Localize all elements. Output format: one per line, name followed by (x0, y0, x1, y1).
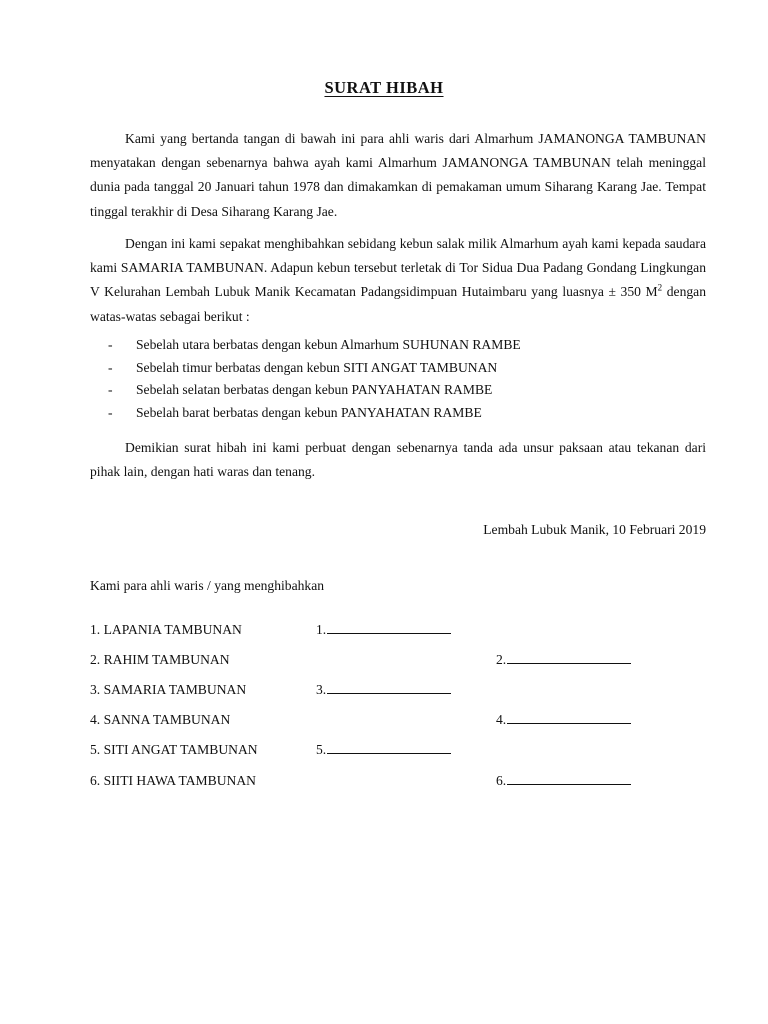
signer-row (90, 770, 650, 792)
boundary-list (108, 334, 521, 424)
signature-line (507, 710, 631, 724)
signature-number: 5. (316, 742, 327, 757)
signer-name: 3. SAMARIA TAMBUNAN (90, 682, 247, 697)
signer-row (90, 739, 650, 761)
boundary-text: Sebelah selatan berbatas dengan kebun PANYAHATAN RAMBE (136, 382, 493, 398)
list-item (108, 334, 521, 357)
signature-line (327, 680, 451, 694)
signer-name: 2. RAHIM TAMBUNAN (90, 652, 230, 667)
list-marker: - (108, 404, 113, 420)
signer-row (90, 649, 650, 671)
signer-row (90, 679, 650, 701)
boundary-text: Sebelah utara berbatas dengan kebun Almarhum SUHUNAN RAMBE (136, 337, 521, 352)
list-marker: - (108, 337, 113, 352)
list-item (108, 402, 521, 425)
signature-field[interactable] (316, 739, 451, 761)
signature-field[interactable] (316, 679, 451, 701)
list-marker: - (108, 359, 113, 375)
grant-text-before: Dengan ini kami sepakat menghibahkan sebidang kebun salak milik Almarhum ayah kami kepada saudara kami SAMARIA TAMBUNAN. Adapun kebun tersebut terletak di Tor Sidua Dua Padang Gondang Lingkungan V Kelurahan Lembah Lubuk Manik Kecamatan Padangsidimpuan Hutaimbaru yang luasnya ± 350 M (90, 236, 706, 300)
signature-line (327, 740, 451, 754)
signature-number: 3. (316, 682, 327, 697)
signature-field[interactable] (496, 709, 631, 731)
signer-row (90, 619, 650, 641)
paragraph-grant-description (90, 232, 706, 329)
boundary-text: Sebelah barat berbatas dengan kebun PANYAHATAN RAMBE (136, 404, 482, 420)
area-superscript: 2 (657, 282, 663, 293)
signature-number: 6. (496, 773, 507, 788)
signature-line (327, 620, 451, 634)
boundary-text: Sebelah timur berbatas dengan kebun SITI ANGAT TAMBUNAN (136, 359, 498, 375)
list-item (108, 379, 521, 402)
signer-name: 6. SIITI HAWA TAMBUNAN (90, 773, 256, 788)
signature-field[interactable] (496, 649, 631, 671)
signer-name: 5. SITI ANGAT TAMBUNAN (90, 742, 258, 757)
signature-number: 4. (496, 712, 507, 727)
paragraph-closing: Demikian surat hibah ini kami perbuat dengan sebenarnya tanda ada unsur paksaan atau tekanan dari pihak lain, dengan hati waras dan tenang. (90, 440, 706, 480)
signer-row (90, 709, 650, 731)
paragraph-heirs-statement: Kami yang bertanda tangan di bawah ini para ahli waris dari Almarhum JAMANONGA TAMBUNAN menyatakan dengan sebenarnya bahwa ayah kami Almarhum JAMANONGA TAMBUNAN telah meninggal dunia pada tanggal 20 Januari tahun 1978 dan dimakamkan di pemakaman umum Siharang Karang Jae. Tempat tinggal terakhir di Desa Siharang Karang Jae. (90, 131, 706, 219)
signature-number: 1. (316, 622, 327, 637)
signature-field[interactable] (316, 619, 451, 641)
list-marker: - (108, 382, 113, 398)
signature-number: 2. (496, 652, 507, 667)
signer-name: 4. SANNA TAMBUNAN (90, 712, 231, 727)
signers-intro: Kami para ahli waris / yang menghibahkan (90, 578, 325, 593)
signature-line (507, 650, 631, 664)
list-item (108, 357, 521, 380)
signature-field[interactable] (496, 770, 631, 792)
document-title: SURAT HIBAH (324, 78, 444, 97)
grant-text-after: dengan watas-watas sebagai berikut : (90, 284, 707, 324)
place-and-date: Lembah Lubuk Manik, 10 Februari 2019 (483, 522, 706, 537)
signer-name: 1. LAPANIA TAMBUNAN (90, 622, 242, 637)
signature-line (507, 771, 631, 785)
